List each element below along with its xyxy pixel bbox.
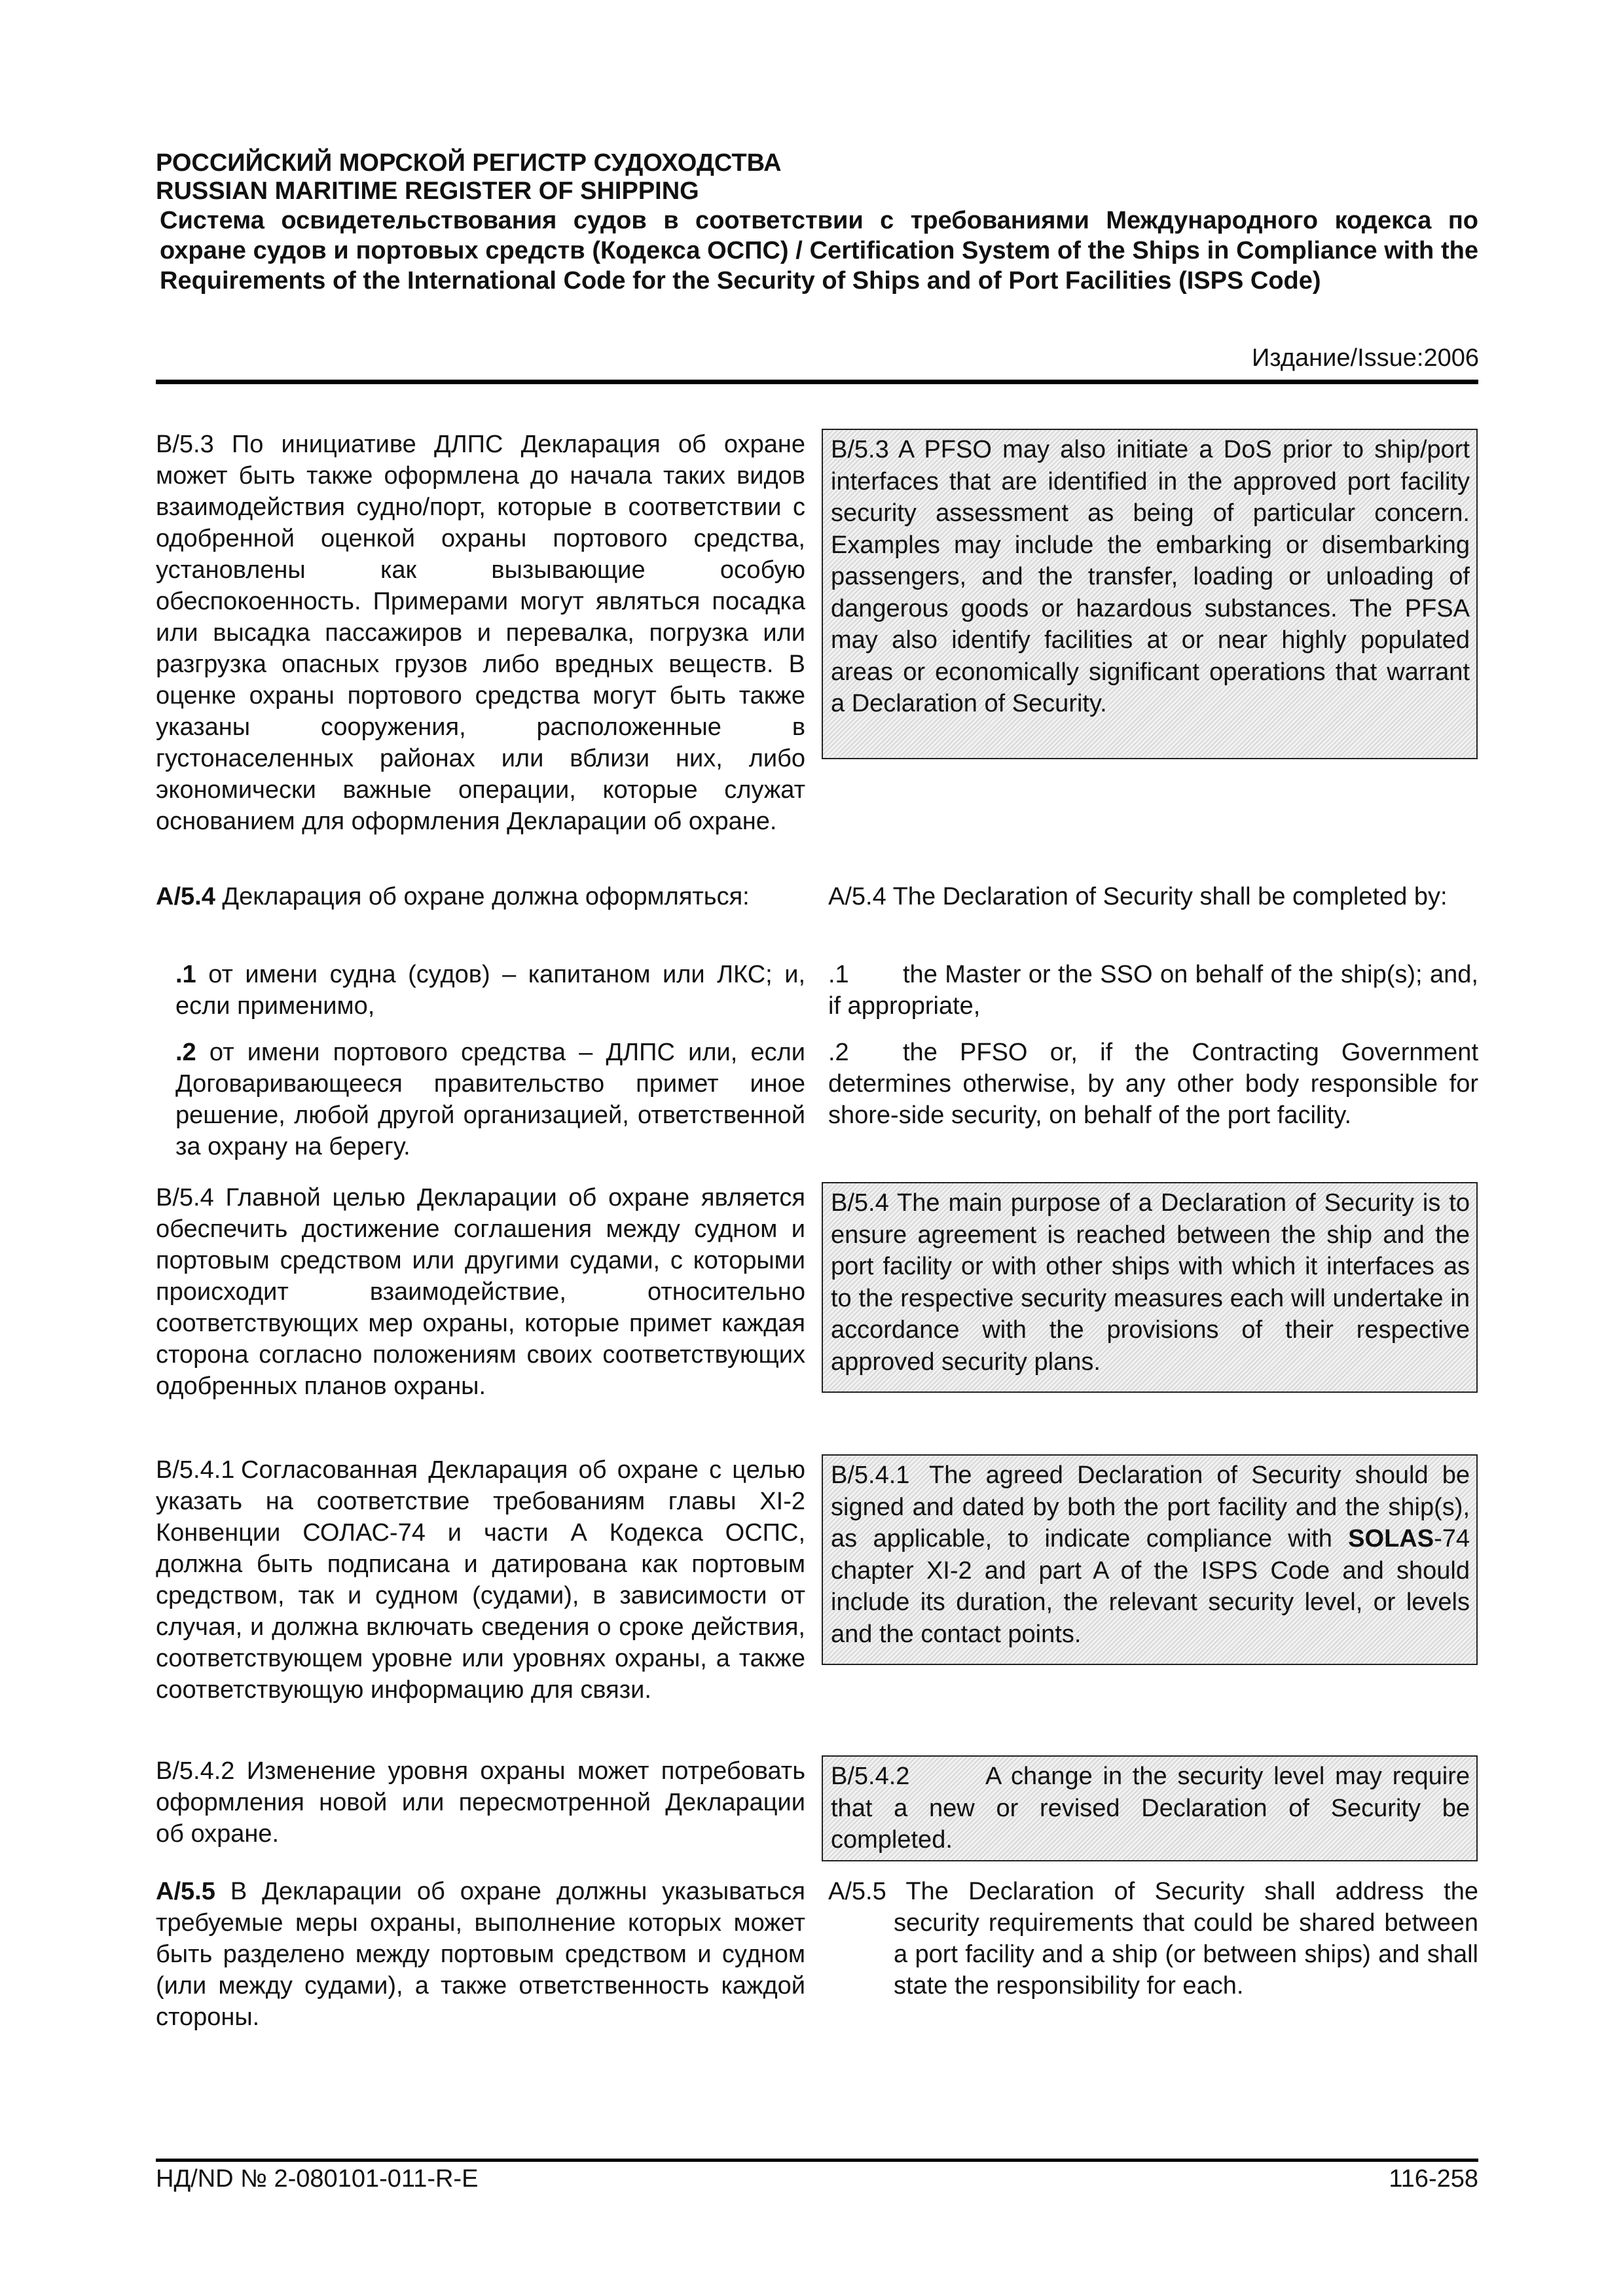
footer-divider [156, 2159, 1478, 2162]
ru-a54-label: A/5.4 [156, 883, 215, 910]
en-b541-text-pre: The agreed Declaration of Security should be signed and dated by both the port facility and the ship(s), as applicable, to indicate compliance with [831, 1462, 1470, 1552]
en-b53-guidance-box [822, 429, 1478, 759]
ru-b53-paragraph [156, 429, 805, 837]
ru-b541-text: Согласованная Декларация об охране с целью указать на соответствие требованиям главы XI-2 Конвенции СОЛАС-74 и части А Кодекса ОСПС, должна быть подписана и датирована как портовым средством, так и судном (судами), в зависимости от случая, и должна включать сведения о сроке действия, соответствующем уровне или уровнях охраны, а также соответствующую информацию для связи. [156, 1456, 805, 1704]
ru-a55-paragraph [156, 1876, 805, 2033]
ru-a54-2-text: от имени портового средства – ДЛПС или, если Договаривающееся правительство примет иное решение, любой другой организацией, ответственной за охрану на берегу. [175, 1039, 805, 1160]
issue-label: Издание/Issue:2006 [1251, 344, 1479, 372]
en-b541-label: B/5.4.1 [831, 1462, 910, 1489]
document-number: НД/ND № 2-080101-011-R-E [156, 2165, 479, 2193]
ru-a55-label: A/5.5 [156, 1878, 215, 1905]
en-a54-item-2 [828, 1037, 1478, 1131]
en-b542-label: B/5.4.2 [831, 1763, 910, 1790]
ru-a54-2-label: .2 [175, 1039, 196, 1066]
en-a55-paragraph [828, 1876, 1478, 2001]
document-subtitle: Система освидетельствования судов в соответствии с требованиями Международного кодекса по охране судов и портовых средств (Кодекса ОСПС) / Certification System of the Ships in Compliance with the Requirements of the International Code for the Security of Ships and of Port Facilities (ISPS Code) [160, 207, 1478, 295]
ru-a54-item-1 [156, 959, 805, 1022]
ru-b542-text: B/5.4.2 Изменение уровня охраны может потребовать оформления новой или пересмотренной Декларации об охране. [156, 1757, 805, 1848]
en-a54-2-label: .2 [828, 1039, 849, 1066]
en-b541-guidance-box [822, 1454, 1478, 1665]
ru-b541-paragraph [156, 1454, 805, 1706]
en-b542-text: A change in the security level may require that a new or revised Declaration of Security be completed. [831, 1763, 1470, 1854]
ru-a54-text: Декларация об охране должна оформляться: [215, 883, 750, 910]
en-b542-guidance-box [822, 1755, 1478, 1861]
en-b541-solas: SOLAS [1348, 1525, 1434, 1552]
en-a54-2-text: the PFSO or, if the Contracting Government determines otherwise, by any other body responsible for shore-side security, on behalf of the port facility. [828, 1039, 1478, 1129]
register-title-en: RUSSIAN MARITIME REGISTER OF SHIPPING [156, 177, 699, 205]
en-a54-paragraph [828, 881, 1478, 912]
ru-b54-paragraph [156, 1182, 805, 1402]
ru-a54-1-text: от имени судна (судов) – капитаном или ЛКС; и, если применимо, [175, 961, 805, 1020]
en-b54-guidance-box [822, 1182, 1478, 1393]
ru-b542-paragraph [156, 1755, 805, 1850]
en-b53-text: B/5.3 A PFSO may also initiate a DoS prior to ship/port interfaces that are identified in the approved port facility security assessment as being of particular concern. Examples may include the embarking or disembarking passengers, and the transfer, loading or unloading of dangerous goods or hazardous substances. The PFSA may also identify facilities at or near highly populated areas or economically significant operations that warrant a Declaration of Security. [831, 436, 1470, 717]
en-a54-1-label: .1 [828, 961, 849, 988]
ru-a54-item-2 [156, 1037, 805, 1162]
en-b541-text-post: -74 chapter XI-2 and part A of the ISPS Code and should include its duration, the relevant security level, or levels and the contact points. [831, 1525, 1470, 1648]
ru-b541-label: B/5.4.1 [156, 1456, 235, 1484]
en-a55-text: A/5.5 The Declaration of Security shall address the security requirements that could be shared between a port facility and a ship (or between ships) and shall state the responsibility for each. [828, 1878, 1478, 2000]
ru-b54-text: B/5.4 Главной целью Декларации об охране является обеспечить достижение соглашения между судном и портовым средством или другими судами, с которыми происходит взаимодействие, относительно соответствующих мер охраны, которые примет каждая сторона согласно положениям своих соответствующих одобренных планов охраны. [156, 1184, 805, 1400]
en-a54-item-1 [828, 959, 1478, 1022]
register-title-ru: РОССИЙСКИЙ МОРСКОЙ РЕГИСТР СУДОХОДСТВА [156, 149, 782, 177]
en-a54-1-text: the Master or the SSO on behalf of the ship(s); and, if appropriate, [828, 961, 1478, 1020]
page-header [156, 149, 1478, 296]
ru-a54-paragraph [156, 881, 805, 912]
ru-a54-1-label: .1 [175, 961, 196, 988]
ru-b53-text: B/5.3 По инициативе ДЛПС Декларация об охране может быть также оформлена до начала таких видов взаимодействия судно/порт, которые в соответствии с одобренной оценкой охраны портового средства, установлены как вызывающие особую обеспокоенность. Примерами могут являться посадка или высадка пассажиров и перевалка, погрузка или разгрузка опасных грузов либо вредных веществ. В оценке охраны портового средства могут быть также указаны сооружения, расположенные в густонаселенных районах или вблизи них, либо экономически важные операции, которые служат основанием для оформления Декларации об охране. [156, 431, 805, 835]
en-b54-text: B/5.4 The main purpose of a Declaration of Security is to ensure agreement is reached between the ship and the port facility or with other ships with which it interfaces as to the respective security measures each will undertake in accordance with the provisions of their respective approved security plans. [831, 1189, 1470, 1376]
page-number: 116-258 [1389, 2165, 1478, 2193]
ru-a55-text: В Декларации об охране должны указываться требуемые меры охраны, выполнение которых может быть разделено между портовым средством и судном (или между судами), а также ответственность каждой стороны. [156, 1878, 805, 2031]
header-divider [156, 380, 1478, 384]
en-a54-text: A/5.4 The Declaration of Security shall be completed by: [828, 883, 1448, 910]
